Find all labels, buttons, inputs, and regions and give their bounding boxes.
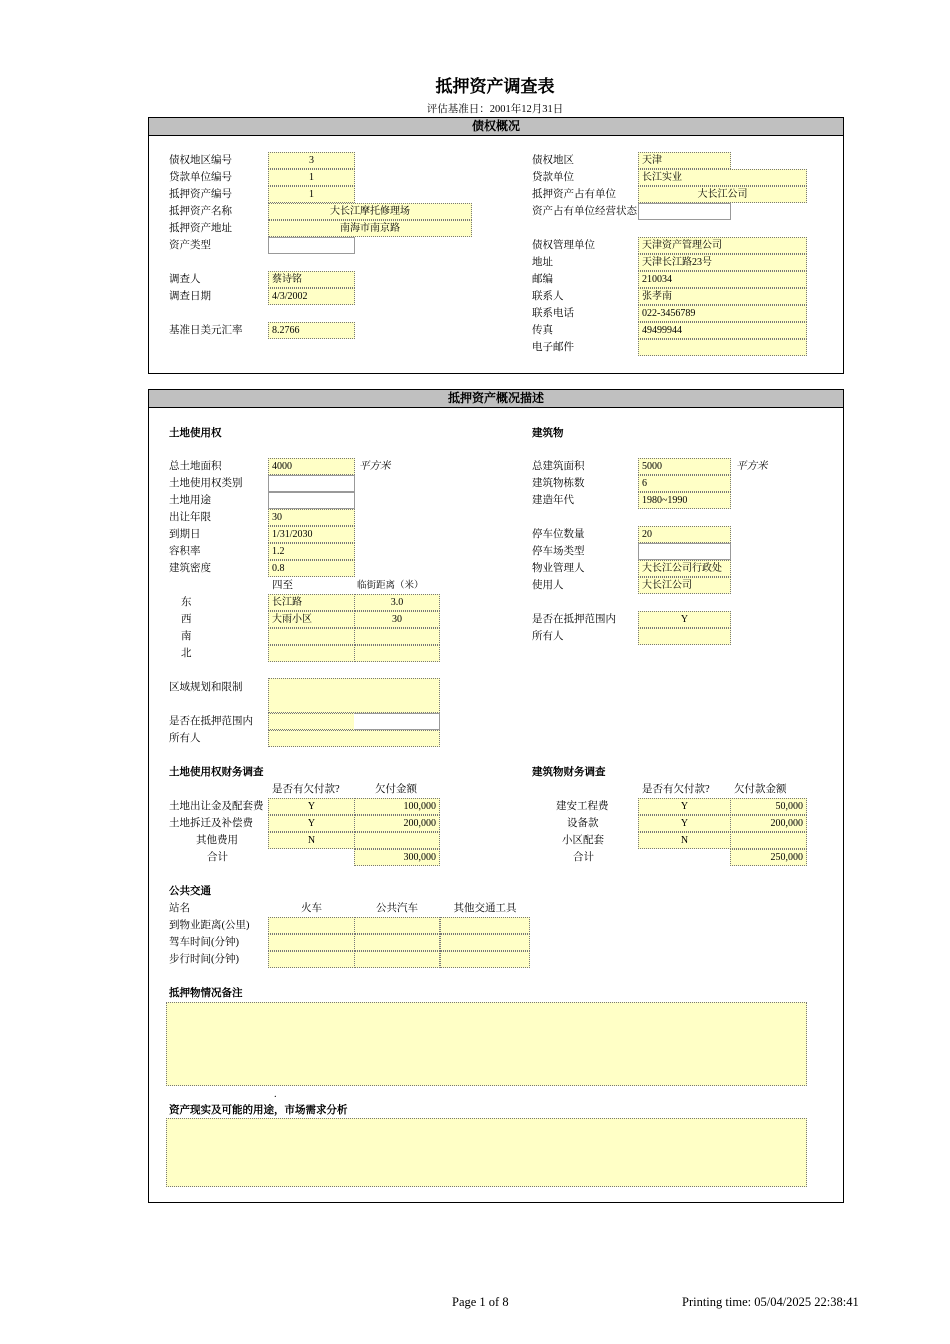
survey-date-field[interactable]: 4/3/2002	[268, 288, 355, 305]
address-field[interactable]: 天津长江路23号	[638, 254, 807, 271]
land-finance-amount-field[interactable]	[354, 832, 440, 849]
building-holder-field[interactable]	[638, 628, 731, 645]
notes-field[interactable]	[166, 1002, 807, 1086]
land-in-scope-field[interactable]	[268, 713, 355, 730]
asset-type-field[interactable]	[268, 237, 355, 254]
land-heading: 土地使用权	[169, 427, 222, 439]
building-finance-owed-field[interactable]: N	[638, 832, 731, 849]
land-expiry-label: 到期日	[169, 529, 201, 540]
investigator-field[interactable]: 蔡诗铭	[268, 271, 355, 288]
building-finance-owed-field[interactable]: Y	[638, 798, 731, 815]
land-area-field[interactable]: 4000	[268, 458, 355, 475]
property-manager-field[interactable]: 大长江公司行政处	[638, 560, 731, 577]
fax-field[interactable]: 49499944	[638, 322, 807, 339]
boundary-distance-field[interactable]	[354, 628, 440, 645]
building-in-scope-field[interactable]: Y	[638, 611, 731, 628]
land-finance-col-amount: 欠付金额	[375, 784, 417, 795]
notes-heading: 抵押物情况备注	[169, 987, 243, 999]
land-finance-row-label: 其他费用	[196, 835, 238, 846]
borrower-code-label: 贷款单位编号	[169, 172, 232, 183]
transport-row-label: 驾车时间(分钟)	[169, 937, 239, 948]
building-era-label: 建造年代	[532, 495, 574, 506]
asset-code-field[interactable]: 1	[268, 186, 355, 203]
postcode-field[interactable]: 210034	[638, 271, 807, 288]
email-field[interactable]	[638, 339, 807, 356]
land-in-scope-label: 是否在抵押范围内	[169, 716, 253, 727]
boundary-distance-field[interactable]: 3.0	[354, 594, 440, 611]
building-heading: 建筑物	[532, 427, 564, 439]
building-area-field[interactable]: 5000	[638, 458, 731, 475]
land-finance-row-label: 土地出让金及配套费	[169, 801, 264, 812]
property-manager-label: 物业管理人	[532, 563, 585, 574]
phone-label: 联系电话	[532, 308, 574, 319]
owner-label: 抵押资产占有单位	[532, 189, 616, 200]
asset-address-label: 抵押资产地址	[169, 223, 232, 234]
land-density-label: 建筑密度	[169, 563, 211, 574]
notes-dot: .	[274, 1089, 277, 1100]
region-field[interactable]: 天津	[638, 152, 731, 169]
zoning-field[interactable]	[268, 678, 440, 713]
building-finance-total-field[interactable]: 250,000	[730, 849, 807, 866]
land-use-field[interactable]	[268, 492, 355, 509]
land-finance-owed-field[interactable]: N	[268, 832, 355, 849]
boundary-dir: 东	[181, 597, 192, 608]
fx-rate-field[interactable]: 8.2766	[268, 322, 355, 339]
boundary-dir: 北	[181, 648, 192, 659]
asset-name-field[interactable]: 大长江摩托修理场	[268, 203, 472, 220]
building-area-label: 总建筑面积	[532, 461, 585, 472]
page-title: 抵押资产调查表	[435, 77, 555, 97]
asset-description-heading: 抵押资产概况描述	[149, 390, 843, 408]
page-number: Page 1 of 8	[452, 1295, 509, 1309]
region-label: 债权地区	[532, 155, 574, 166]
contact-label: 联系人	[532, 291, 564, 302]
land-finance-row-label: 土地拆迁及补偿费	[169, 818, 253, 829]
transport-col-train: 火车	[301, 903, 322, 914]
investigator-label: 调查人	[169, 274, 201, 285]
land-holder-label: 所有人	[169, 733, 201, 744]
postcode-label: 邮编	[532, 274, 553, 285]
printing-time: Printing time: 05/04/2025 22:38:41	[682, 1295, 859, 1309]
borrower-field[interactable]: 长江实业	[638, 169, 807, 186]
land-finance-total-field[interactable]: 300,000	[354, 849, 440, 866]
boundary-distance-field[interactable]: 30	[354, 611, 440, 628]
asset-type-label: 资产类型	[169, 240, 211, 251]
parking-type-label: 停车场类型	[532, 546, 585, 557]
base-date: 评估基准日：2001年12月31日	[426, 104, 564, 115]
analysis-heading: 资产现实及可能的用途，市场需求分析	[169, 1104, 348, 1116]
boundary-dir: 南	[181, 631, 192, 642]
transport-row-label: 步行时间(分钟)	[169, 954, 239, 965]
building-finance-row-label: 建安工程费	[556, 801, 609, 812]
transport-cell[interactable]	[268, 951, 355, 968]
asset-name-label: 抵押资产名称	[169, 206, 232, 217]
transport-col-bus: 公共汽车	[376, 903, 418, 914]
boundary-name-field[interactable]: 长江路	[268, 594, 355, 611]
transport-cell[interactable]	[440, 951, 530, 968]
owner-status-field[interactable]	[638, 203, 731, 220]
phone-field[interactable]: 022-3456789	[638, 305, 807, 322]
building-user-label: 使用人	[532, 580, 564, 591]
land-term-label: 出让年限	[169, 512, 211, 523]
address-label: 地址	[532, 257, 553, 268]
survey-date-label: 调查日期	[169, 291, 211, 302]
station-label: 站名	[169, 903, 190, 914]
building-finance-heading: 建筑物财务调查	[532, 766, 606, 778]
land-right-type-field[interactable]	[268, 475, 355, 492]
fax-label: 传真	[532, 325, 553, 336]
building-finance-row-label: 小区配套	[562, 835, 604, 846]
land-use-label: 土地用途	[169, 495, 211, 506]
manager-field[interactable]: 天津资产管理公司	[638, 237, 807, 254]
building-user-field[interactable]: 大长江公司	[638, 577, 731, 594]
boundary-header: 四至	[272, 580, 293, 591]
boundary-distance-field[interactable]	[354, 645, 440, 662]
transport-cell[interactable]	[440, 917, 530, 934]
land-far-field[interactable]: 1.2	[268, 543, 355, 560]
land-finance-owed-field[interactable]: Y	[268, 798, 355, 815]
transport-cell[interactable]	[440, 934, 530, 951]
land-far-label: 容积率	[169, 546, 201, 557]
transport-row-label: 到物业距离(公里)	[169, 920, 250, 931]
land-area-unit: 平方米	[359, 461, 391, 472]
asset-address-field[interactable]: 南海市南京路	[268, 220, 472, 237]
land-expiry-field[interactable]: 1/31/2030	[268, 526, 355, 543]
building-finance-amount-field[interactable]: 200,000	[730, 815, 807, 832]
transport-cell[interactable]	[354, 934, 440, 951]
boundary-dir: 西	[181, 614, 192, 625]
land-finance-amount-field[interactable]: 100,000	[354, 798, 440, 815]
land-in-scope-blank	[354, 713, 440, 730]
zoning-label: 区域规划和限制	[169, 682, 243, 693]
building-holder-label: 所有人	[532, 631, 564, 642]
building-finance-col-owed: 是否有欠付款?	[642, 784, 710, 795]
building-count-label: 建筑物栋数	[532, 478, 585, 489]
land-density-field[interactable]: 0.8	[268, 560, 355, 577]
land-area-label: 总土地面积	[169, 461, 222, 472]
parking-label: 停车位数量	[532, 529, 585, 540]
borrower-code-field[interactable]: 1	[268, 169, 355, 186]
owner-status-label: 资产占有单位经营状态	[532, 206, 637, 217]
land-finance-owed-field[interactable]: Y	[268, 815, 355, 832]
land-finance-amount-field[interactable]: 200,000	[354, 815, 440, 832]
transport-cell[interactable]	[268, 917, 355, 934]
building-finance-total-label: 合计	[573, 852, 594, 863]
boundary-name-field[interactable]	[268, 628, 355, 645]
building-finance-col-amount: 欠付款金额	[734, 784, 787, 795]
transport-heading: 公共交通	[169, 885, 211, 897]
contact-field[interactable]: 张孝南	[638, 288, 807, 305]
boundary-name-field[interactable]: 大雨小区	[268, 611, 355, 628]
email-label: 电子邮件	[532, 342, 574, 353]
building-finance-owed-field[interactable]: Y	[638, 815, 731, 832]
analysis-field[interactable]	[166, 1118, 807, 1187]
building-in-scope-label: 是否在抵押范围内	[532, 614, 616, 625]
distance-header: 临街距离（米）	[357, 581, 424, 591]
land-finance-total-label: 合计	[207, 852, 228, 863]
transport-cell[interactable]	[354, 951, 440, 968]
fx-rate-label: 基准日美元汇率	[169, 325, 243, 336]
building-era-field[interactable]: 1980~1990	[638, 492, 731, 509]
transport-cell[interactable]	[354, 917, 440, 934]
region-code-label: 债权地区编号	[169, 155, 232, 166]
land-finance-heading: 土地使用权财务调查	[169, 766, 264, 778]
asset-code-label: 抵押资产编号	[169, 189, 232, 200]
land-right-type-label: 土地使用权类别	[169, 478, 243, 489]
region-code-field[interactable]: 3	[268, 152, 355, 169]
transport-col-other: 其他交通工具	[453, 903, 517, 914]
building-finance-row-label: 设备款	[567, 818, 599, 829]
land-holder-field[interactable]	[268, 730, 440, 747]
building-count-field[interactable]: 6	[638, 475, 731, 492]
land-term-field[interactable]: 30	[268, 509, 355, 526]
building-area-unit: 平方米	[736, 461, 768, 472]
parking-type-field[interactable]	[638, 543, 731, 560]
debt-overview-heading: 债权概况	[149, 118, 843, 136]
borrower-label: 贷款单位	[532, 172, 574, 183]
transport-cell[interactable]	[268, 934, 355, 951]
manager-label: 债权管理单位	[532, 240, 595, 251]
boundary-name-field[interactable]	[268, 645, 355, 662]
building-finance-amount-field[interactable]: 50,000	[730, 798, 807, 815]
owner-field[interactable]: 大长江公司	[638, 186, 807, 203]
building-finance-amount-field[interactable]	[730, 832, 807, 849]
parking-field[interactable]: 20	[638, 526, 731, 543]
land-finance-col-owed: 是否有欠付款?	[272, 784, 340, 795]
